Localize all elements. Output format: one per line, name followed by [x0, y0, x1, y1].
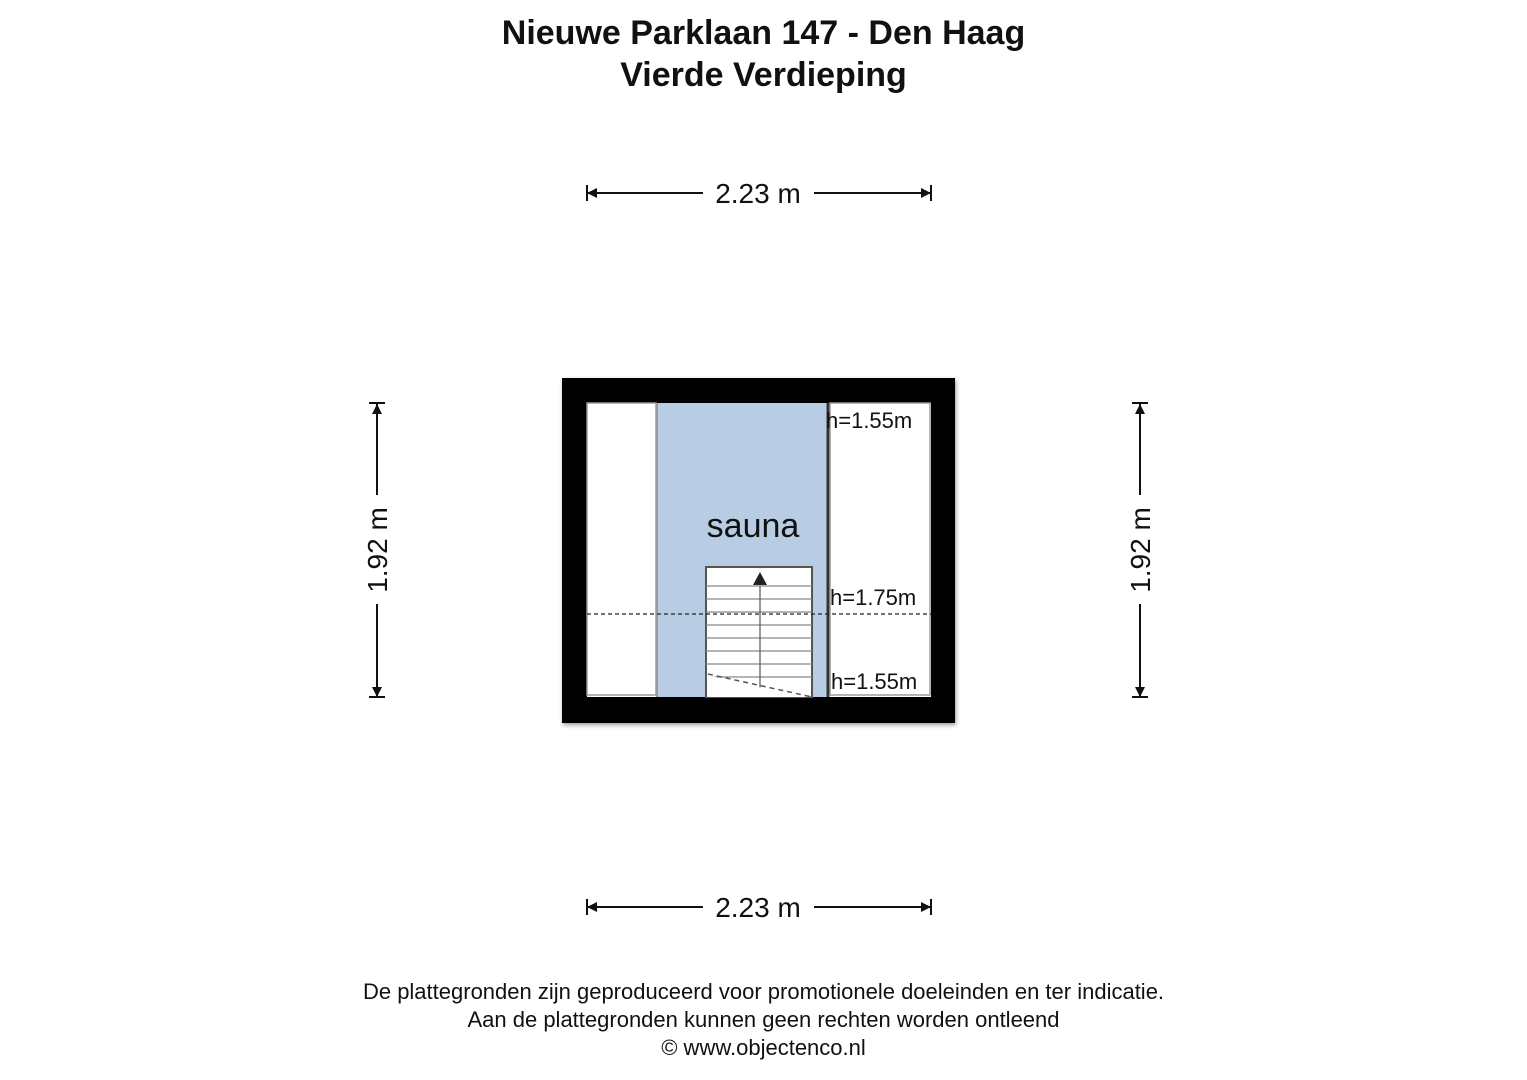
- dimension-bottom-label: 2.23 m: [715, 892, 801, 923]
- dimension-right-label: 1.92 m: [1125, 507, 1156, 593]
- dimension-left-label: 1.92 m: [362, 507, 393, 593]
- dimension-bottom: [587, 892, 931, 923]
- height-label-middle: h=1.75m: [830, 585, 917, 610]
- disclaimer-line-2: Aan de plattegronden kunnen geen rechten worden ontleend: [467, 1007, 1060, 1032]
- page-title: Nieuwe Parklaan 147 - Den Haag: [501, 14, 1026, 52]
- height-label-bottom: h=1.55m: [831, 669, 918, 694]
- height-label-top: h=1.55m: [826, 408, 913, 433]
- room-label-sauna: sauna: [706, 507, 800, 545]
- dimension-top-label: 2.23 m: [715, 178, 801, 209]
- disclaimer-line-1: De plattegronden zijn geproduceerd voor promotionele doeleinden en ter indicatie.: [362, 979, 1165, 1004]
- stairs-icon: [706, 567, 812, 697]
- dimension-left: [362, 403, 393, 697]
- dimension-top: [587, 178, 931, 209]
- floor-subtitle: Vierde Verdieping: [620, 56, 907, 94]
- copyright-link: © www.objectenco.nl: [661, 1035, 866, 1060]
- dimension-right: [1125, 403, 1156, 697]
